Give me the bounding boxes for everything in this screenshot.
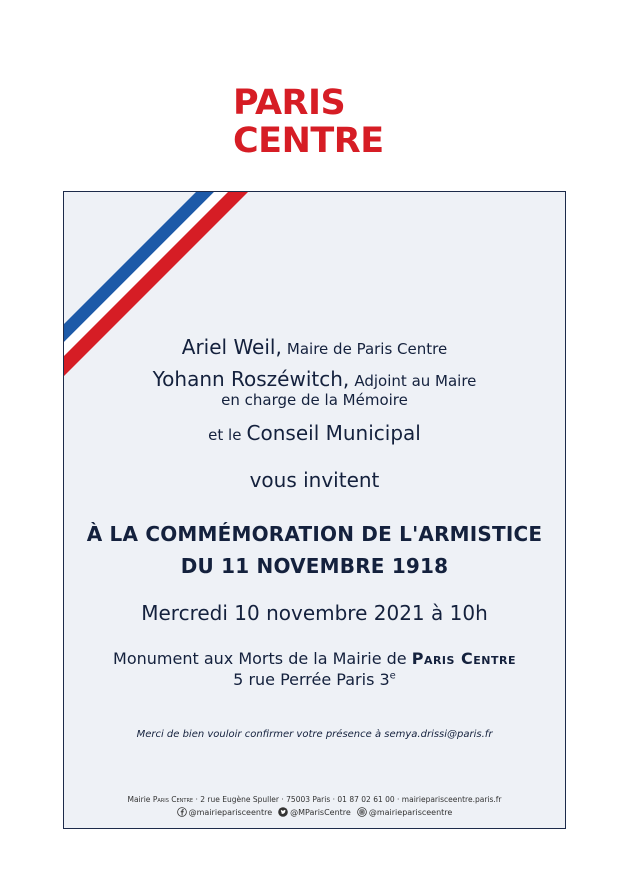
invite-verb: vous invitent <box>249 468 380 492</box>
host1-name: Ariel Weil, <box>181 335 282 359</box>
host1-role: Maire de Paris Centre <box>286 340 448 358</box>
address-main: 5 rue Perrée Paris 3 <box>233 670 390 689</box>
host3-name: Conseil Municipal <box>246 421 421 445</box>
host1-line <box>64 335 565 359</box>
venue-prefix: Monument aux Morts de la Mairie de <box>113 649 407 668</box>
twitter-icon <box>278 807 288 817</box>
address-line <box>64 670 565 689</box>
footer-details: · 2 rue Eugène Spuller · 75003 Paris · 01 87 02 61 00 · mairieparisceentre.paris.fr <box>195 795 502 804</box>
host2-role-line2: en charge de la Mémoire <box>221 391 408 409</box>
logo-line-centre: CENTRE <box>233 121 384 161</box>
host2-line <box>64 367 565 391</box>
host2-role: Adjoint au Maire <box>354 372 477 390</box>
social-links <box>64 807 565 817</box>
twitter-handle: @MParisCentre <box>290 807 351 817</box>
instagram-link[interactable] <box>357 807 453 817</box>
instagram-icon <box>357 807 367 817</box>
facebook-handle: @mairieparisceentre <box>188 807 273 817</box>
host2-name: Yohann Roszéwitch, <box>152 367 350 391</box>
footer-address <box>64 795 565 804</box>
address-sup: e <box>389 670 396 682</box>
event-title-line1: À LA COMMÉMORATION DE L'ARMISTICE <box>86 522 543 546</box>
event-title-line2: DU 11 NOVEMBRE 1918 <box>180 554 449 578</box>
invitation-card <box>63 191 566 829</box>
event-datetime: Mercredi 10 novembre 2021 à 10h <box>141 601 488 625</box>
venue-line <box>64 649 565 668</box>
instagram-handle: @mairieparisceentre <box>368 807 453 817</box>
host3-line <box>64 421 565 445</box>
footer-mairie-label: Mairie <box>127 795 151 804</box>
facebook-link[interactable] <box>177 807 273 817</box>
logo-line-paris: PARIS <box>233 83 346 123</box>
footer-mairie-name: Paris Centre <box>152 795 194 804</box>
facebook-icon <box>177 807 187 817</box>
host3-prefix: et le <box>208 426 242 444</box>
twitter-link[interactable] <box>278 807 351 817</box>
rsvp-note: Merci de bien vouloir confirmer votre présence à semya.drissi@paris.fr <box>136 729 493 740</box>
venue-name: Paris Centre <box>411 649 516 668</box>
paris-centre-logo <box>233 84 384 160</box>
tricolor-ribbon <box>64 192 264 392</box>
